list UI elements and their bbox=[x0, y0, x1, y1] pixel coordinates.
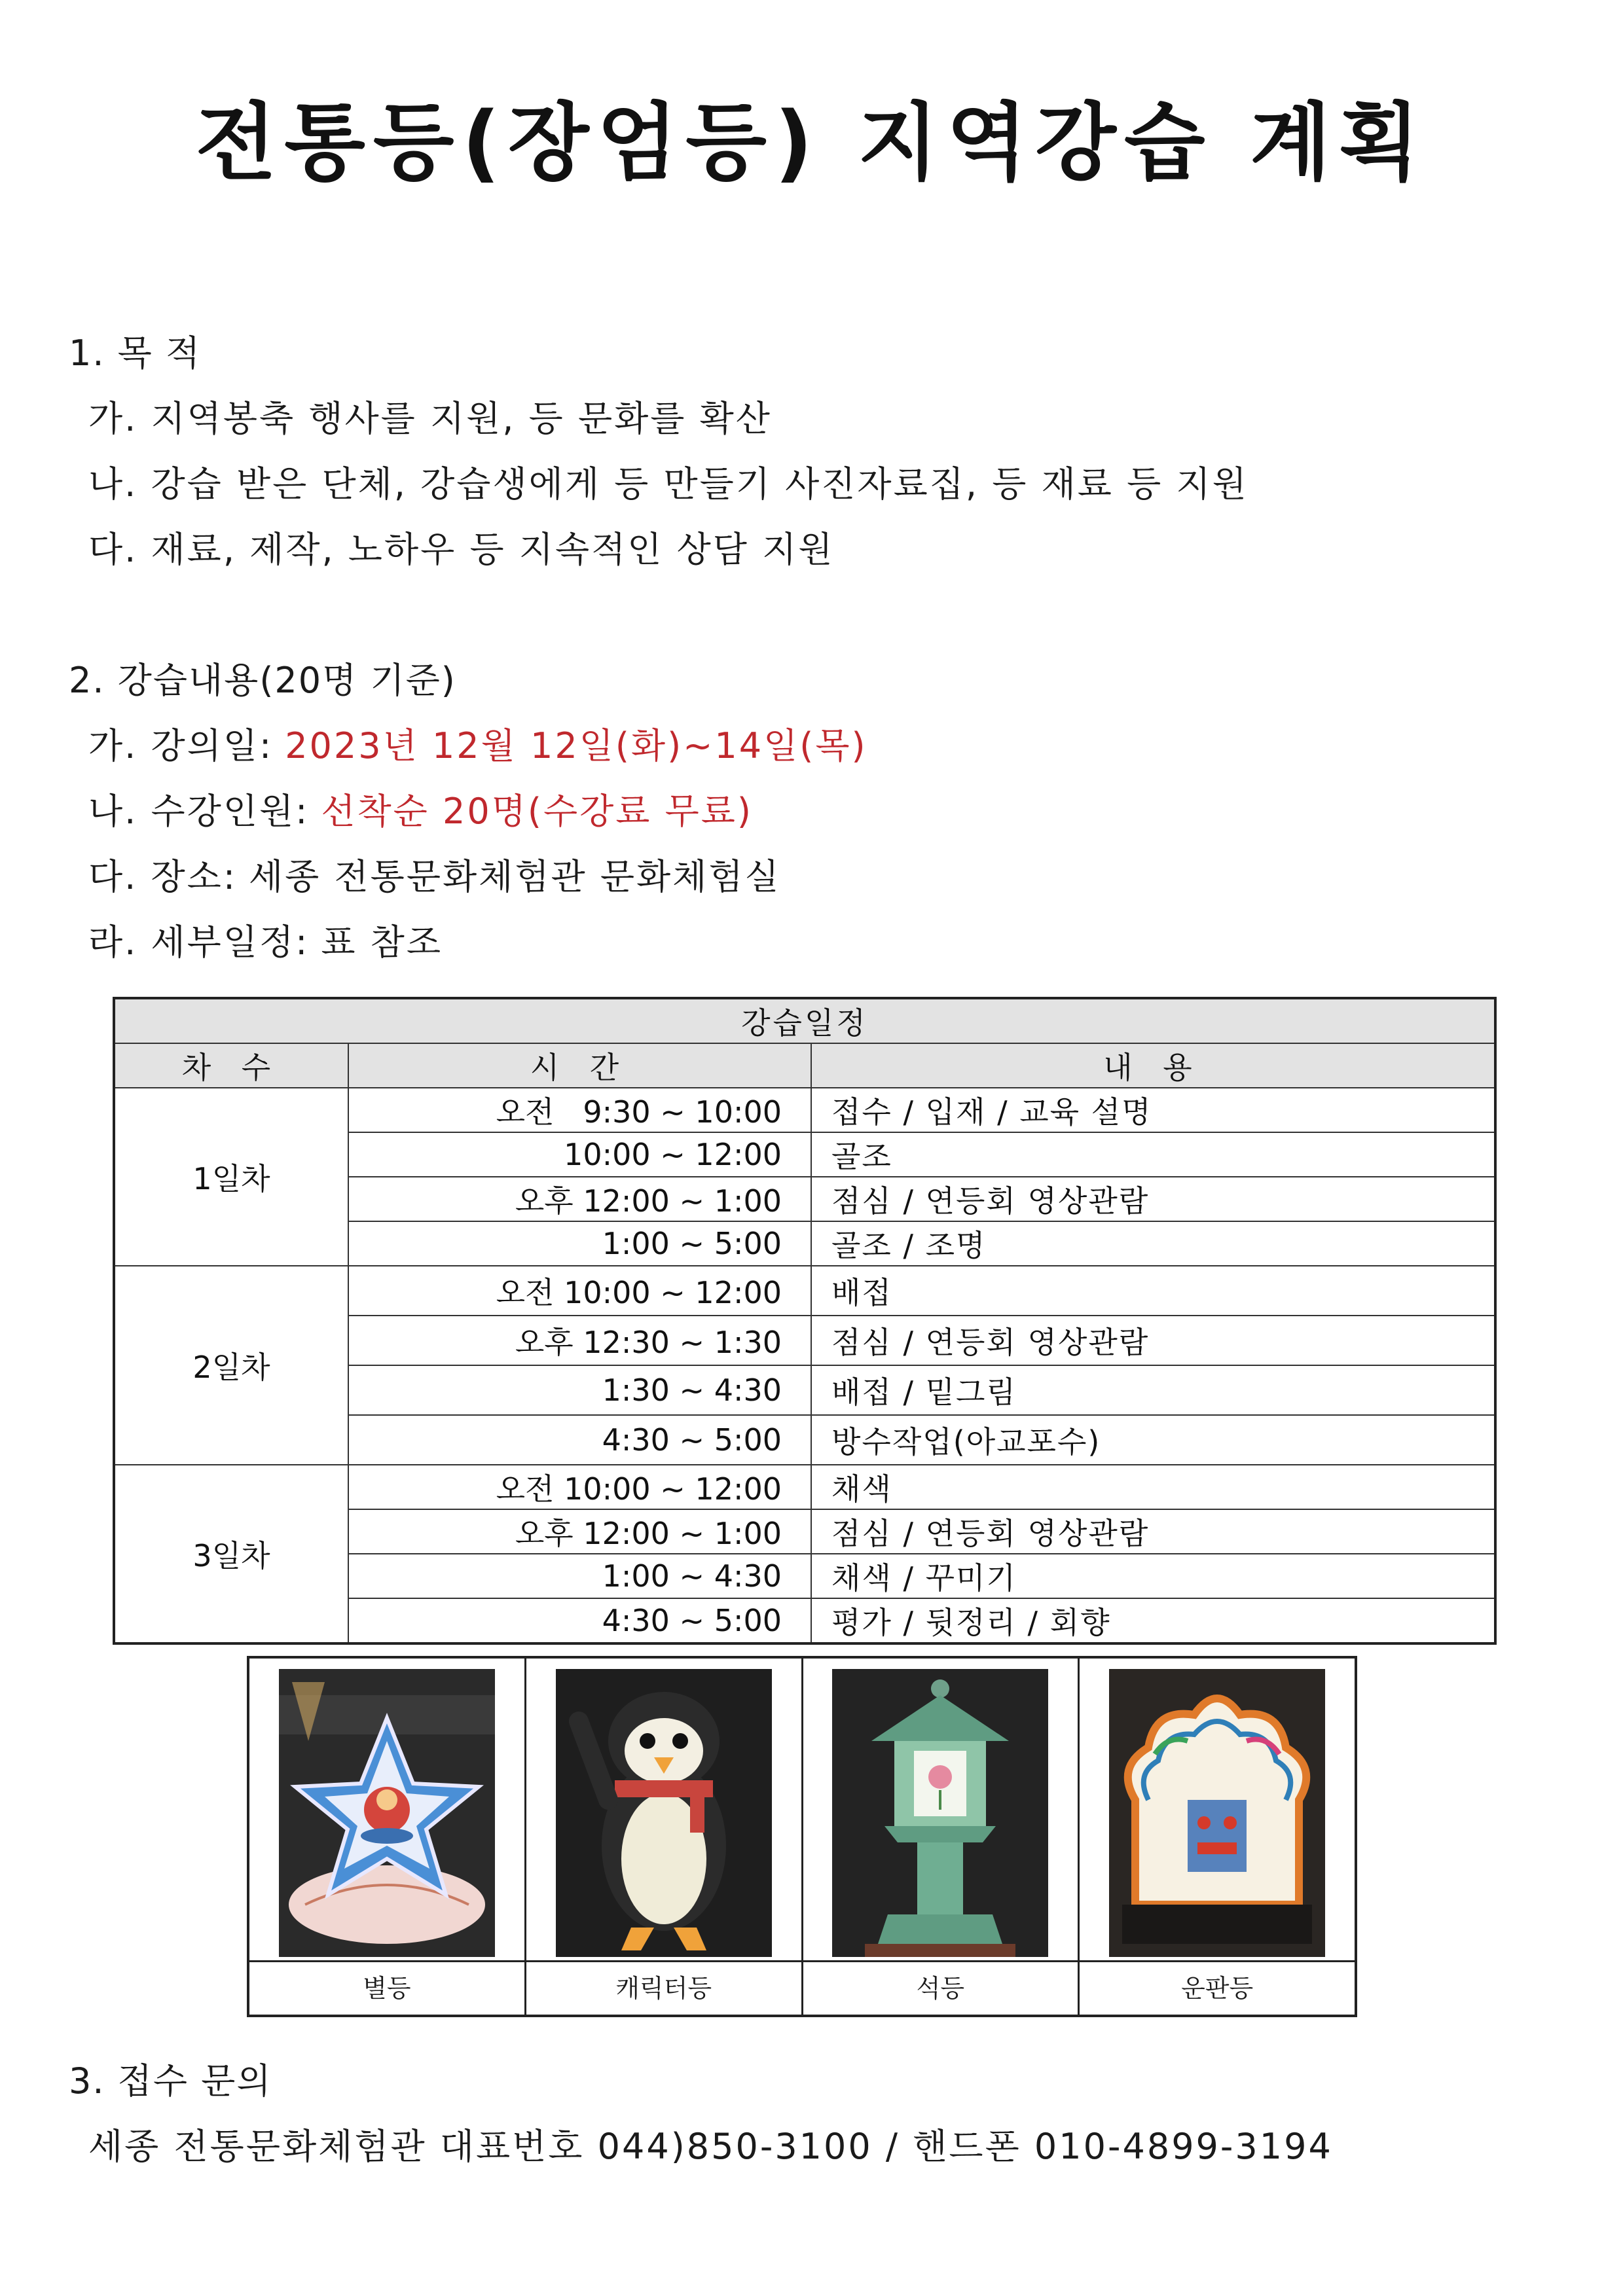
photo-cell bbox=[803, 1659, 1080, 2015]
content-cell: 점심 / 연등회 영상관람 bbox=[811, 1316, 1495, 1365]
content-cell: 골조 bbox=[811, 1132, 1495, 1177]
column-header: 시 간 bbox=[348, 1043, 811, 1088]
schedule-ref: 표 참조 bbox=[321, 922, 443, 963]
location: 세종 전통문화체험관 문화체험실 bbox=[249, 856, 781, 897]
photo-caption: 석등 bbox=[803, 1960, 1078, 2015]
photo-caption: 캐릭터등 bbox=[526, 1960, 801, 2015]
content-cell: 채색 / 꾸미기 bbox=[811, 1554, 1495, 1598]
page-title: 전통등(장엄등) 지역강습 계획 bbox=[195, 94, 1428, 192]
cloud-plate-lantern-icon bbox=[1109, 1669, 1325, 1957]
section-contact bbox=[69, 2049, 1333, 2179]
contact-info: 세종 전통문화체험관 대표번호 044)850-3100 / 핸드폰 010-4899-3194 bbox=[88, 2126, 1333, 2167]
content-item bbox=[88, 713, 867, 779]
content-cell: 배접 bbox=[811, 1266, 1495, 1316]
content-cell: 채색 bbox=[811, 1465, 1495, 1509]
time-cell: 1:00 ~ 5:00 bbox=[348, 1221, 811, 1266]
content-cell: 평가 / 뒷정리 / 회향 bbox=[811, 1598, 1495, 1643]
item-label: 다. 장소: bbox=[88, 856, 238, 897]
section-purpose bbox=[69, 321, 1249, 583]
item-label: 라. 세부일정: bbox=[88, 922, 310, 963]
table-caption: 강습일정 bbox=[114, 998, 1495, 1043]
time-cell: 4:30 ~ 5:00 bbox=[348, 1598, 811, 1643]
content-cell: 골조 / 조명 bbox=[811, 1221, 1495, 1266]
stone-lantern-icon bbox=[832, 1669, 1048, 1957]
content-cell: 점심 / 연등회 영상관람 bbox=[811, 1509, 1495, 1554]
time-cell: 오후 12:30 ~ 1:30 bbox=[348, 1316, 811, 1365]
content-item bbox=[88, 779, 867, 844]
time-cell: 오후 12:00 ~ 1:00 bbox=[348, 1177, 811, 1221]
content-cell: 점심 / 연등회 영상관람 bbox=[811, 1177, 1495, 1221]
time-cell: 오전 9:30 ~ 10:00 bbox=[348, 1088, 811, 1132]
time-cell: 오후 12:00 ~ 1:00 bbox=[348, 1509, 811, 1554]
photo-caption: 별등 bbox=[249, 1960, 524, 2015]
day-cell: 2일차 bbox=[114, 1266, 348, 1465]
item-label: 나. 수강인원: bbox=[88, 791, 310, 832]
content-item bbox=[88, 844, 867, 910]
content-item bbox=[88, 910, 867, 975]
purpose-item: 나. 강습 받은 단체, 강습생에게 등 만들기 사진자료집, 등 재료 등 지원 bbox=[88, 463, 1249, 505]
purpose-item: 다. 재료, 제작, 노하우 등 지속적인 상담 지원 bbox=[88, 529, 835, 570]
penguin-lantern-icon bbox=[556, 1669, 772, 1957]
column-header: 내 용 bbox=[811, 1043, 1495, 1088]
lantern-photo-table bbox=[247, 1656, 1357, 2017]
content-cell: 배접 / 밑그림 bbox=[811, 1365, 1495, 1415]
section-heading: 1. 목 적 bbox=[69, 332, 202, 374]
section-heading: 3. 접수 문의 bbox=[69, 2060, 272, 2102]
schedule-table bbox=[113, 997, 1497, 1645]
photo-cell bbox=[249, 1659, 526, 2015]
star-lantern-icon bbox=[279, 1669, 495, 1957]
content-cell: 접수 / 입재 / 교육 설명 bbox=[811, 1088, 1495, 1132]
photo-cell bbox=[526, 1659, 803, 2015]
table-row bbox=[114, 1266, 1495, 1316]
day-cell: 3일차 bbox=[114, 1465, 348, 1643]
section-content bbox=[69, 648, 867, 975]
time-cell: 오전 10:00 ~ 12:00 bbox=[348, 1266, 811, 1316]
section-heading: 2. 강습내용(20명 기준) bbox=[69, 660, 456, 701]
column-header: 차 수 bbox=[114, 1043, 348, 1088]
time-cell: 오전 10:00 ~ 12:00 bbox=[348, 1465, 811, 1509]
photo-cell bbox=[1080, 1659, 1355, 2015]
time-cell: 1:30 ~ 4:30 bbox=[348, 1365, 811, 1415]
time-cell: 4:30 ~ 5:00 bbox=[348, 1415, 811, 1465]
item-label: 가. 강의일: bbox=[88, 725, 274, 766]
table-row bbox=[114, 1088, 1495, 1132]
content-cell: 방수작업(아교포수) bbox=[811, 1415, 1495, 1465]
photo-caption: 운판등 bbox=[1080, 1960, 1355, 2015]
time-cell: 1:00 ~ 4:30 bbox=[348, 1554, 811, 1598]
time-cell: 10:00 ~ 12:00 bbox=[348, 1132, 811, 1177]
capacity: 선착순 20명(수강료 무료) bbox=[321, 791, 753, 832]
lecture-date: 2023년 12월 12일(화)~14일(목) bbox=[285, 725, 867, 766]
day-cell: 1일차 bbox=[114, 1088, 348, 1266]
purpose-item: 가. 지역봉축 행사를 지원, 등 문화를 확산 bbox=[88, 398, 772, 439]
table-row bbox=[114, 1465, 1495, 1509]
